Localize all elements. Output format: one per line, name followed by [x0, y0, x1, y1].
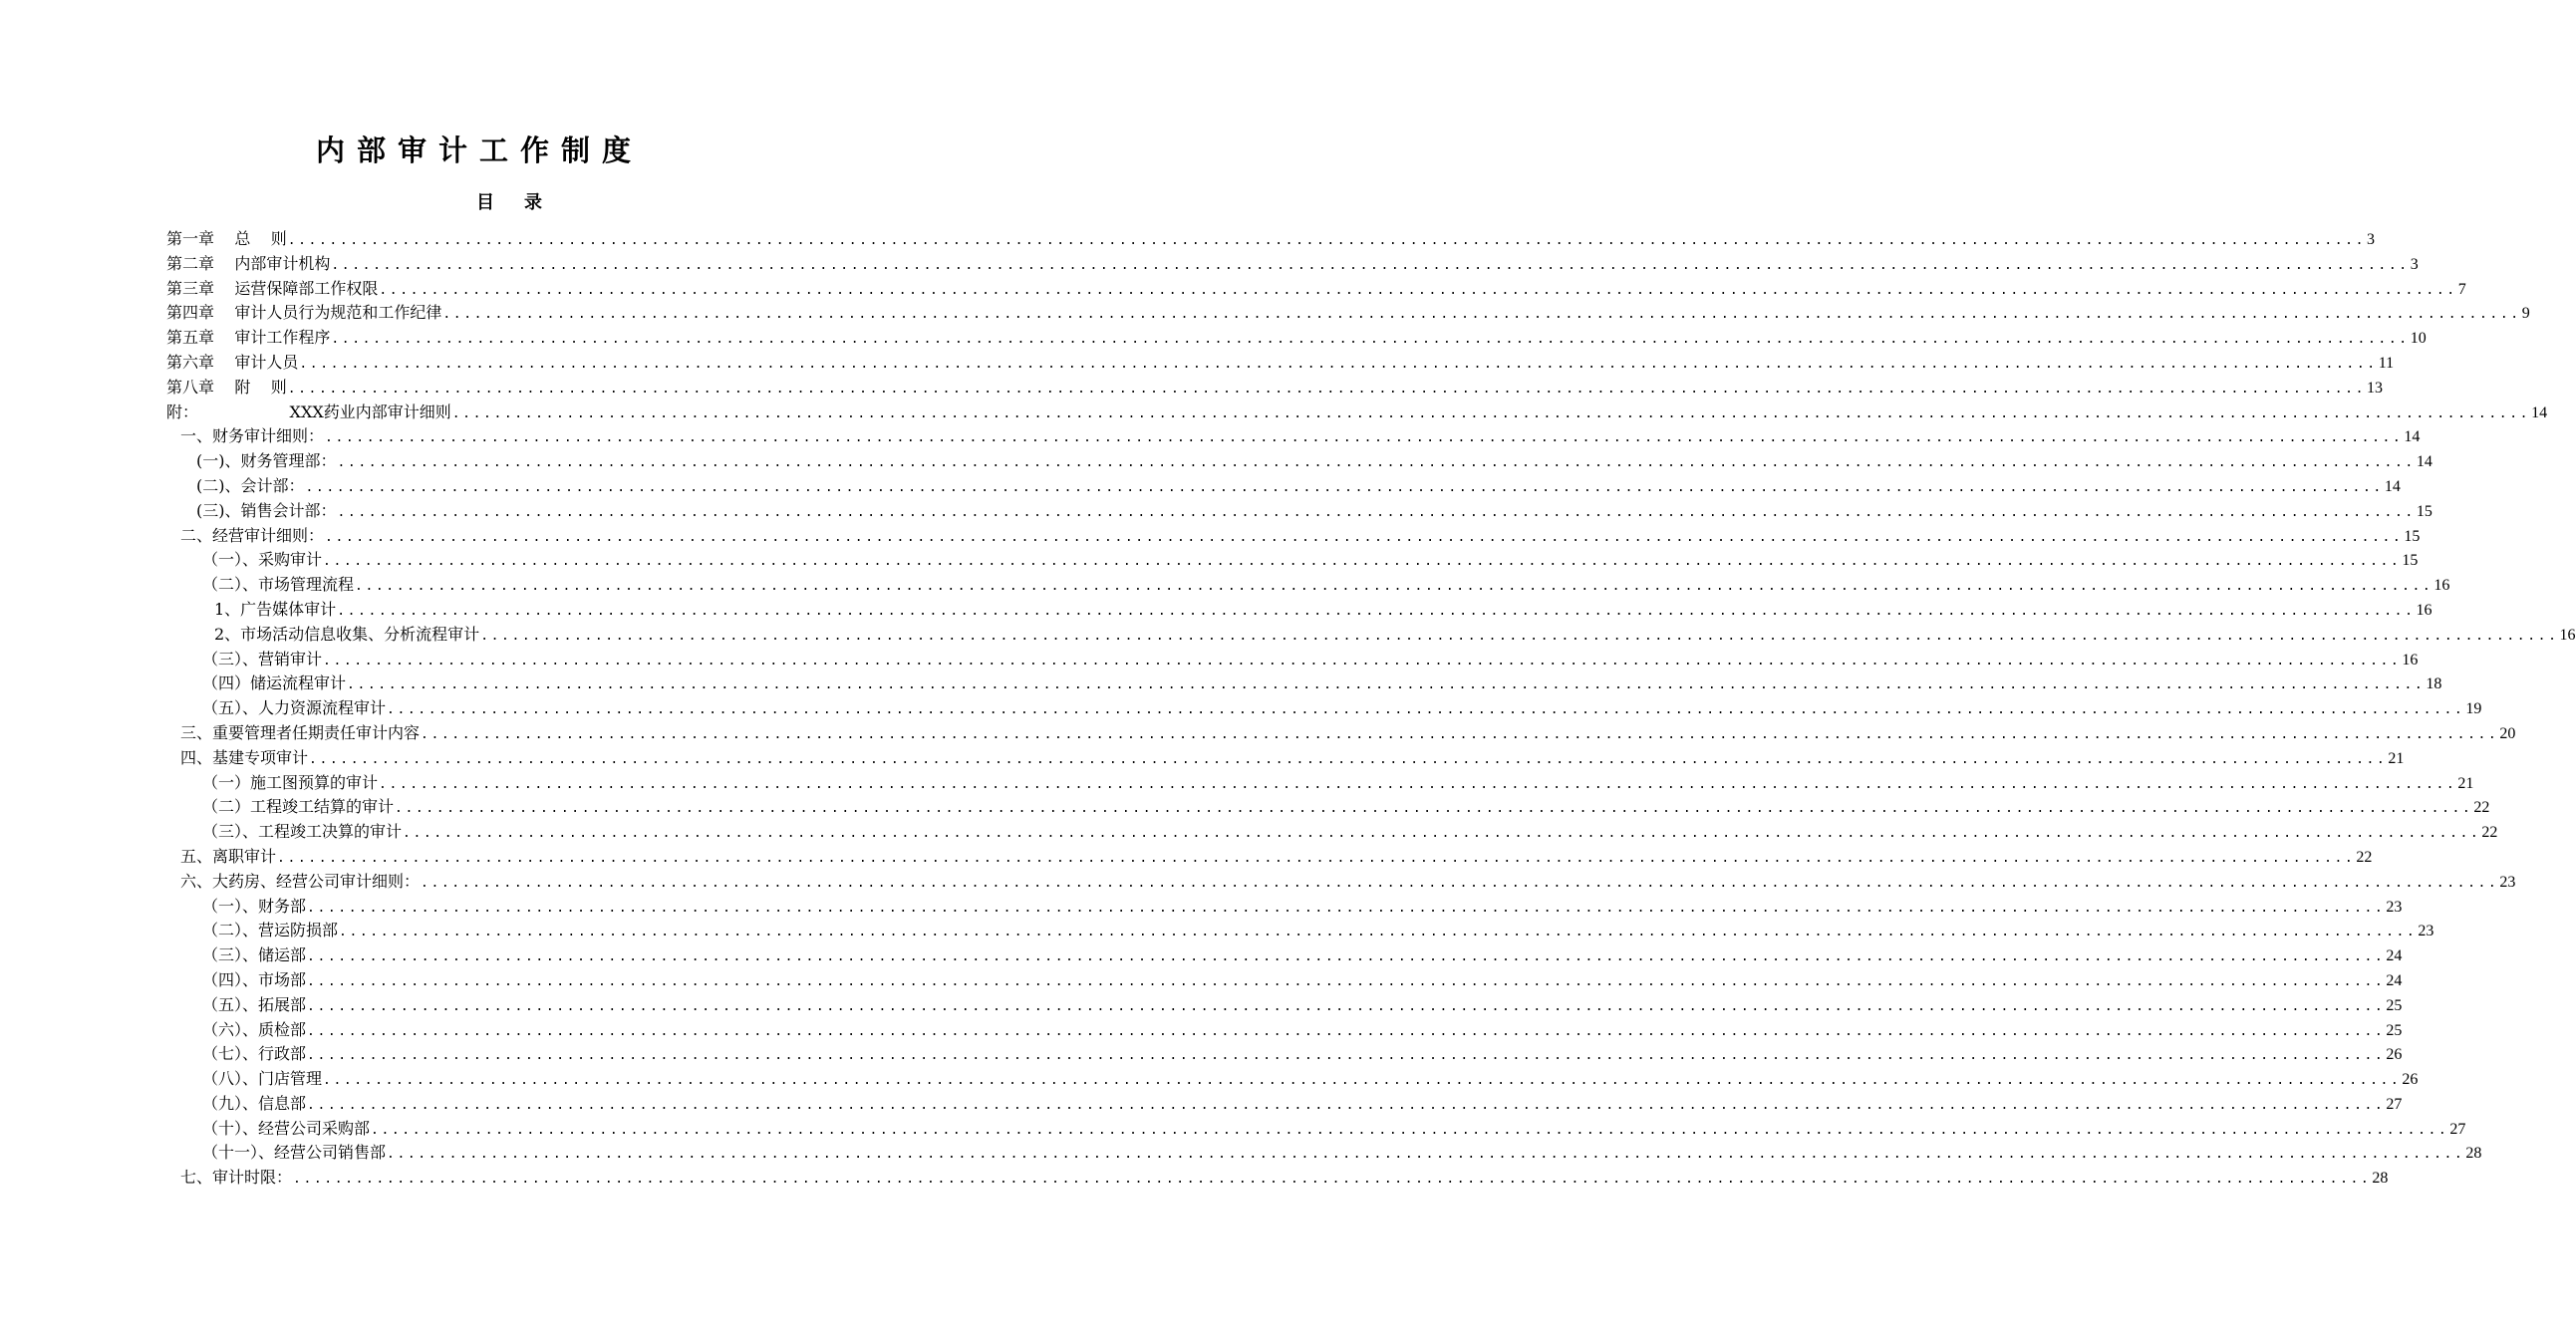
- toc-entry-page-number: 28: [2372, 1170, 2389, 1188]
- toc-entry[interactable]: [166, 795, 2490, 820]
- toc-entry-page-number: 27: [2386, 1095, 2403, 1113]
- toc-entry[interactable]: [166, 598, 2433, 623]
- toc-leader-dots: ........................................................................................................................................................................................................: [379, 776, 2457, 792]
- toc-entry-label: （十一）、经营公司销售部: [202, 1143, 387, 1163]
- toc-entry[interactable]: [166, 721, 2516, 746]
- toc-entry[interactable]: [166, 919, 2434, 943]
- toc-entry-page-number: 14: [2384, 477, 2401, 495]
- toc-leader-dots: ........................................................................................................................................................................................................: [371, 1122, 2449, 1138]
- toc-entry[interactable]: [166, 895, 2403, 920]
- toc-entry[interactable]: [166, 648, 2419, 672]
- toc-leader-dots: ........................................................................................................................................................................................................: [325, 430, 2404, 446]
- toc-leader-dots: ........................................................................................................................................................................................................: [355, 579, 2433, 595]
- toc-heading: [0, 189, 1018, 217]
- toc-leader-dots: ........................................................................................................................................................................................................: [480, 628, 2559, 644]
- toc-entry-label: 七、审计时限：: [180, 1168, 293, 1188]
- toc-entry-page-number: 24: [2386, 947, 2403, 965]
- toc-entry-page-number: 9: [2521, 305, 2530, 323]
- toc-entry-page-number: 23: [2386, 898, 2403, 916]
- toc-leader-dots: ........................................................................................................................................................................................................: [323, 554, 2402, 570]
- toc-entry-page-number: 16: [2433, 577, 2450, 595]
- toc-entry-label: (三)、销售会计部：: [196, 500, 337, 520]
- toc-entry-page-number: 16: [2416, 601, 2433, 619]
- toc-entry-page-number: 23: [2418, 923, 2434, 940]
- toc-leader-dots: ........................................................................................................................................................................................................: [331, 257, 2410, 273]
- toc-leader-dots: ........................................................................................................................................................................................................: [287, 381, 2367, 397]
- toc-entry[interactable]: [166, 548, 2419, 573]
- toc-entry[interactable]: [166, 301, 2530, 326]
- toc-entry[interactable]: [166, 771, 2474, 796]
- toc-entry-label: （五）、人力资源流程审计: [202, 698, 387, 718]
- toc-entry[interactable]: [166, 326, 2427, 351]
- toc-entry-label: （一）施工图预算的审计: [202, 772, 379, 792]
- toc-entry-label: （四）储运流程审计: [202, 673, 347, 693]
- toc-entry-label: 第三章 运营保障部工作权限: [166, 278, 379, 298]
- toc-entry-label: 第二章 内部审计机构: [166, 253, 331, 273]
- toc-entry[interactable]: [166, 1067, 2419, 1092]
- toc-entry-label: （九）、信息部: [202, 1093, 307, 1113]
- toc-entry-label: （一）、采购审计: [202, 550, 323, 570]
- toc-entry[interactable]: [166, 968, 2403, 993]
- toc-entry-page-number: 3: [2410, 255, 2419, 273]
- toc-entry-label: （一）、财务部: [202, 896, 307, 916]
- toc-entry-label: （三）、储运部: [202, 945, 307, 965]
- toc-entry[interactable]: [166, 277, 2466, 302]
- toc-entry[interactable]: [166, 573, 2450, 598]
- toc-entry[interactable]: [166, 943, 2403, 968]
- toc-entry-page-number: 26: [2386, 1046, 2403, 1064]
- toc-leader-dots: ........................................................................................................................................................................................................: [299, 356, 2378, 372]
- toc-entry-label: 一、财务审计细则：: [180, 426, 325, 446]
- toc-leader-dots: ........................................................................................................................................................................................................: [287, 233, 2367, 248]
- toc-entry-label: （四）、市场部: [202, 969, 307, 989]
- toc-entry-label: （六）、质检部: [202, 1019, 307, 1039]
- toc-leader-dots: ........................................................................................................................................................................................................: [395, 801, 2473, 817]
- toc-leader-dots: ........................................................................................................................................................................................................: [307, 998, 2386, 1014]
- toc-entry-page-number: 25: [2386, 996, 2403, 1014]
- toc-leader-dots: ........................................................................................................................................................................................................: [403, 826, 2481, 842]
- toc-entry[interactable]: [166, 993, 2403, 1018]
- toc-entry-page-number: 28: [2465, 1145, 2482, 1163]
- toc-entry[interactable]: [166, 401, 2548, 425]
- toc-entry-label: 第六章 审计人员: [166, 352, 299, 372]
- toc-entry[interactable]: [166, 845, 2373, 870]
- toc-entry-page-number: 24: [2386, 971, 2403, 989]
- toc-entry-label: 二、经营审计细则：: [180, 525, 325, 545]
- toc-entry-page-number: 14: [2416, 453, 2433, 471]
- toc-leader-dots: ........................................................................................................................................................................................................: [387, 1147, 2465, 1163]
- toc-entry-page-number: 22: [2356, 848, 2373, 866]
- toc-leader-dots: ........................................................................................................................................................................................................: [309, 751, 2388, 767]
- toc-entry-page-number: 15: [2402, 552, 2419, 570]
- toc-entry-page-number: 15: [2404, 527, 2421, 545]
- toc-entry[interactable]: [166, 870, 2516, 895]
- toc-entry[interactable]: [166, 1042, 2403, 1067]
- toc-entry-page-number: 14: [2531, 403, 2548, 421]
- toc-leader-dots: ........................................................................................................................................................................................................: [337, 603, 2416, 619]
- toc-leader-dots: ........................................................................................................................................................................................................: [323, 1073, 2402, 1089]
- toc-entry-page-number: 22: [2481, 824, 2498, 842]
- toc-entry-page-number: 21: [2388, 749, 2405, 767]
- toc-leader-dots: ........................................................................................................................................................................................................: [307, 1023, 2386, 1039]
- toc-entry-page-number: 21: [2457, 774, 2474, 792]
- toc-leader-dots: ........................................................................................................................................................................................................: [442, 307, 2521, 323]
- toc-entry-page-number: 16: [2402, 651, 2419, 669]
- toc-entry-page-number: 11: [2378, 354, 2395, 372]
- toc-entry-label: 1、广告媒体审计: [214, 599, 337, 619]
- toc-leader-dots: ........................................................................................................................................................................................................: [325, 529, 2404, 545]
- toc-entry-label: 第一章 总 则: [166, 229, 287, 248]
- toc-entry-label: （三）、营销审计: [202, 649, 323, 669]
- toc-entry-page-number: 23: [2499, 873, 2516, 891]
- toc-entry-label: （八）、门店管理: [202, 1069, 323, 1089]
- toc-entry[interactable]: [166, 1141, 2482, 1166]
- toc-entry-label: 六、大药房、经营公司审计细则：: [180, 871, 421, 891]
- toc-entry-label: （十）、经营公司采购部: [202, 1118, 371, 1138]
- toc-entry[interactable]: [166, 474, 2401, 499]
- toc-entry-page-number: 3: [2367, 231, 2376, 248]
- toc-entry[interactable]: [166, 499, 2433, 524]
- toc-leader-dots: ........................................................................................................................................................................................................: [337, 504, 2416, 520]
- toc-entry-page-number: 15: [2416, 502, 2433, 520]
- toc-entry[interactable]: [166, 1092, 2403, 1117]
- toc-entry-label: 三、重要管理者任期责任审计内容: [180, 722, 421, 742]
- toc-entry[interactable]: [166, 227, 2376, 252]
- toc-entry-page-number: 20: [2499, 724, 2516, 742]
- toc-leader-dots: ........................................................................................................................................................................................................: [307, 1097, 2386, 1113]
- toc-entry-page-number: 27: [2449, 1120, 2466, 1138]
- toc-entry[interactable]: [166, 524, 2421, 549]
- toc-leader-dots: ........................................................................................................................................................................................................: [379, 282, 2457, 298]
- toc-leader-dots: ........................................................................................................................................................................................................: [451, 405, 2531, 421]
- toc-entry-page-number: 25: [2386, 1021, 2403, 1039]
- toc-entry-label: （五）、拓展部: [202, 994, 307, 1014]
- toc-entry-label: 五、离职审计: [180, 846, 277, 866]
- toc-entry[interactable]: [166, 696, 2482, 721]
- toc-leader-dots: ........................................................................................................................................................................................................: [339, 925, 2418, 940]
- toc-entry-page-number: 7: [2457, 280, 2466, 298]
- toc-heading-left: 目: [476, 192, 494, 213]
- toc-leader-dots: ........................................................................................................................................................................................................: [421, 726, 2499, 742]
- toc-entry-page-number: 13: [2367, 379, 2384, 397]
- toc-entry-label: (二)、会计部：: [196, 475, 305, 495]
- toc-leader-dots: ........................................................................................................................................................................................................: [387, 702, 2465, 718]
- toc-entry-label: （二）、市场管理流程: [202, 575, 355, 595]
- toc-entry-label: 附： XXX药业内部审计细则: [166, 402, 451, 421]
- toc-entry-label: 第五章 审计工作程序: [166, 328, 331, 348]
- toc-leader-dots: ........................................................................................................................................................................................................: [421, 875, 2499, 891]
- toc-entry-label: 2、市场活动信息收集、分析流程审计: [214, 624, 480, 644]
- toc-entry-label: 第四章 审计人员行为规范和工作纪律: [166, 303, 442, 323]
- toc-leader-dots: ........................................................................................................................................................................................................: [293, 1172, 2372, 1188]
- toc-leader-dots: ........................................................................................................................................................................................................: [331, 332, 2410, 348]
- toc-entry-label: (一)、财务管理部：: [196, 451, 337, 471]
- toc-entry[interactable]: [166, 351, 2395, 376]
- toc-entry[interactable]: [166, 449, 2433, 474]
- toc-entry-page-number: 14: [2404, 428, 2421, 446]
- toc-entry-page-number: 26: [2402, 1071, 2419, 1089]
- toc-leader-dots: ........................................................................................................................................................................................................: [307, 973, 2386, 989]
- toc-entry[interactable]: [166, 671, 2442, 696]
- toc-leader-dots: ........................................................................................................................................................................................................: [307, 949, 2386, 965]
- toc-entry[interactable]: [166, 376, 2384, 401]
- table-of-contents: [166, 227, 2576, 1191]
- toc-entry[interactable]: [166, 424, 2421, 449]
- toc-entry-page-number: 16: [2559, 626, 2576, 644]
- toc-entry[interactable]: [166, 252, 2419, 277]
- toc-entry-page-number: 22: [2473, 799, 2490, 817]
- toc-entry-label: （二）、营运防损部: [202, 921, 339, 940]
- toc-leader-dots: ........................................................................................................................................................................................................: [307, 1048, 2386, 1064]
- toc-leader-dots: ........................................................................................................................................................................................................: [347, 677, 2426, 693]
- toc-leader-dots: ........................................................................................................................................................................................................: [277, 850, 2356, 866]
- toc-leader-dots: ........................................................................................................................................................................................................: [337, 455, 2416, 471]
- toc-entry[interactable]: [166, 820, 2498, 845]
- toc-entry[interactable]: [166, 623, 2576, 648]
- toc-leader-dots: ........................................................................................................................................................................................................: [323, 653, 2402, 669]
- toc-entry[interactable]: [166, 1166, 2389, 1191]
- toc-entry-label: （三）、工程竣工决算的审计: [202, 822, 403, 842]
- toc-entry[interactable]: [166, 1117, 2466, 1142]
- toc-entry-page-number: 18: [2426, 675, 2442, 693]
- toc-entry-label: （七）、行政部: [202, 1044, 307, 1064]
- toc-leader-dots: ........................................................................................................................................................................................................: [305, 479, 2384, 495]
- toc-entry[interactable]: [166, 1018, 2403, 1043]
- toc-leader-dots: ........................................................................................................................................................................................................: [307, 900, 2386, 916]
- toc-entry-label: （二）工程竣工结算的审计: [202, 797, 395, 817]
- toc-entry-label: 第八章 附 则: [166, 377, 287, 397]
- toc-entry-label: 四、基建专项审计: [180, 747, 309, 767]
- toc-entry[interactable]: [166, 746, 2405, 771]
- toc-entry-page-number: 19: [2465, 700, 2482, 718]
- toc-heading-right: 录: [524, 192, 542, 213]
- document-title: 内部审计工作制度: [315, 134, 643, 167]
- toc-entry-page-number: 10: [2410, 330, 2427, 348]
